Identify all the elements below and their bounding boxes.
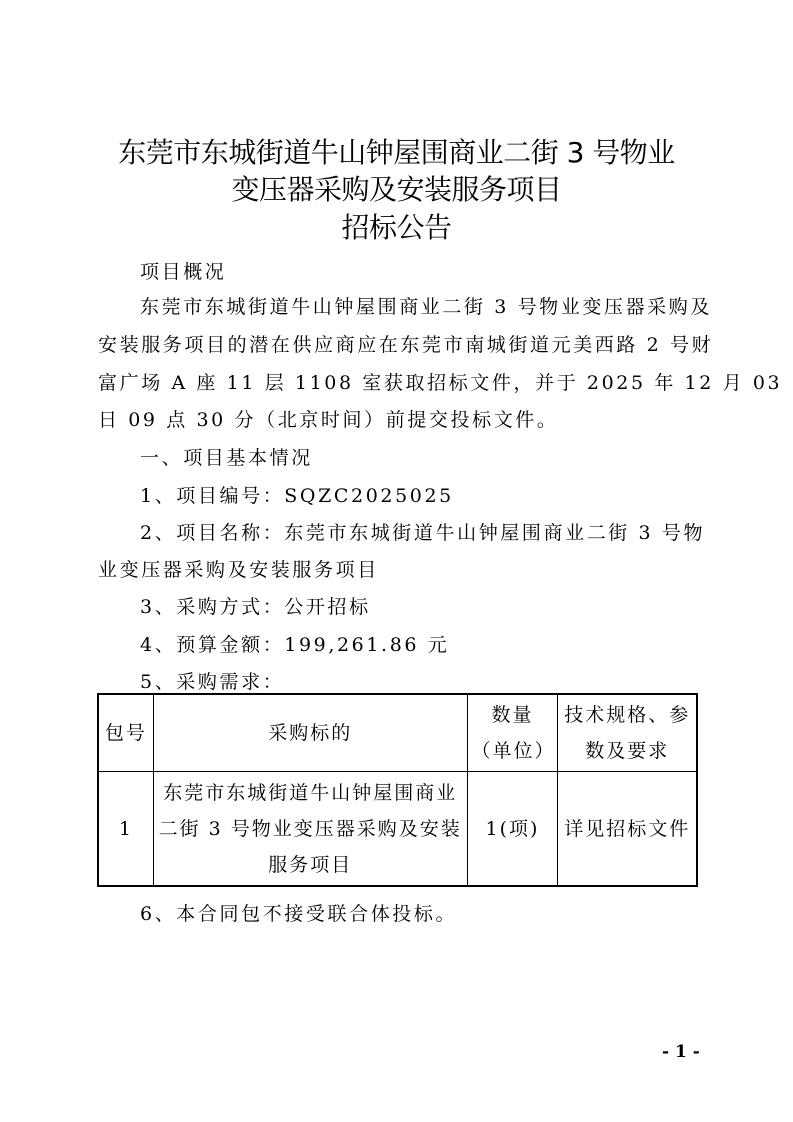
cell-spec: 详见招标文件: [558, 772, 697, 887]
cell-subject: 东莞市东城街道牛山钟屋围商业二街 3 号物业变压器采购及安装服务项目: [153, 772, 467, 887]
header-quantity: 数量（单位）: [467, 694, 558, 772]
title-line-1: 东莞市东城街道牛山钟屋围商业二街 3 号物业: [118, 136, 675, 169]
overview-line-1: 东莞市东城街道牛山钟屋围商业二街 3 号物业变压器采购及: [140, 296, 712, 318]
cell-package-no: 1: [98, 772, 153, 887]
table-row: [98, 772, 697, 887]
title-line-2: 变压器采购及安装服务项目: [231, 173, 562, 206]
budget-amount: 4、预算金额：199,261.86 元: [140, 634, 450, 656]
title-line-3: 招标公告: [341, 211, 452, 244]
header-spec: 技术规格、参数及要求: [558, 694, 697, 772]
consortium-note: 6、本合同包不接受联合体投标。: [140, 903, 458, 925]
section1-heading: 一、项目基本情况: [140, 447, 313, 469]
cell-quantity: 1(项): [467, 772, 558, 887]
procurement-method: 3、采购方式：公开招标: [140, 596, 371, 618]
header-subject: 采购标的: [153, 694, 467, 772]
project-number: 1、项目编号：SQZC2025025: [140, 485, 454, 507]
overview-heading: 项目概况: [140, 261, 227, 283]
procurement-table: [97, 693, 698, 887]
header-package-no: 包号: [98, 694, 153, 772]
table-header-row: [98, 694, 697, 772]
overview-line-4: 日 09 点 30 分（北京时间）前提交投标文件。: [98, 409, 559, 431]
project-name: 2、项目名称：东莞市东城街道牛山钟屋围商业二街 3 号物: [140, 522, 706, 544]
overview-line-2: 安装服务项目的潜在供应商应在东莞市南城街道元美西路 2 号财: [98, 334, 714, 356]
project-name-continuation: 业变压器采购及安装服务项目: [98, 559, 379, 581]
overview-line-3: 富广场 A 座 11 层 1108 室获取招标文件，并于 2025 年 12 月 03: [98, 372, 783, 394]
procurement-requirements: 5、采购需求：: [140, 671, 285, 693]
page-number: - 1 -: [662, 1042, 700, 1062]
